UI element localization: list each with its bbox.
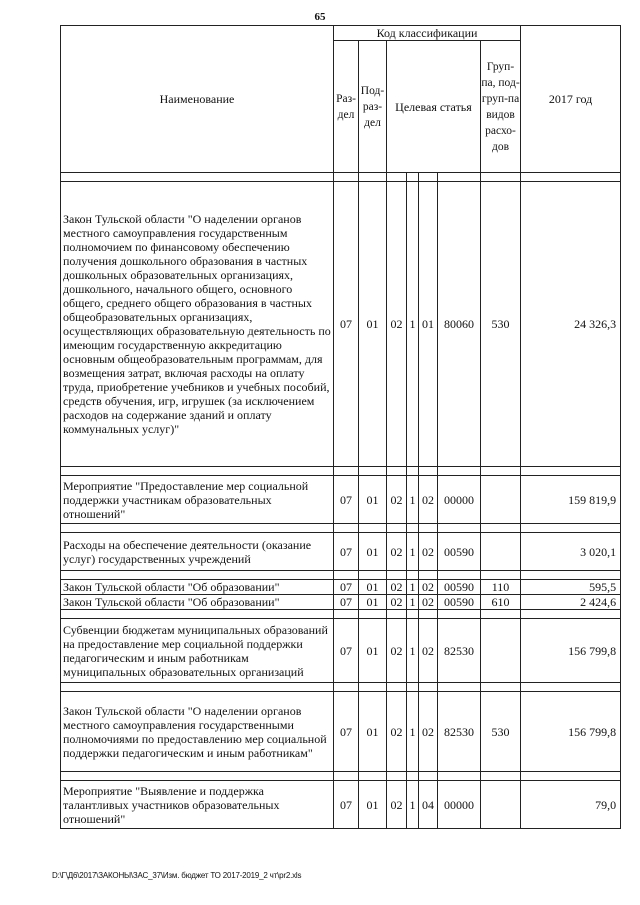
header-subsection: Под-раз-дел — [359, 41, 387, 173]
row-ts2: 1 — [407, 619, 419, 683]
row-name: Закон Тульской области "О наделении органов местного самоуправления государственными полномочиями по предоставлению мер социальной поддержки педагогическим и иным работникам" — [61, 692, 334, 772]
row-podrazdel: 01 — [359, 619, 387, 683]
row-podrazdel: 01 — [359, 781, 387, 829]
table-row — [61, 595, 621, 610]
row-name: Закон Тульской области "Об образовании" — [61, 595, 334, 610]
row-amount: 595,5 — [521, 580, 621, 595]
row-ts1: 02 — [387, 595, 407, 610]
row-amount: 3 020,1 — [521, 533, 621, 571]
row-ts3: 04 — [419, 781, 438, 829]
header-year: 2017 год — [521, 26, 621, 173]
table-row — [61, 533, 621, 571]
row-ts1: 02 — [387, 580, 407, 595]
row-podrazdel: 01 — [359, 580, 387, 595]
row-ts4: 00590 — [438, 533, 481, 571]
row-ts4: 80060 — [438, 182, 481, 467]
row-amount: 156 799,8 — [521, 619, 621, 683]
row-ts3: 02 — [419, 619, 438, 683]
row-ts3: 02 — [419, 533, 438, 571]
row-vid: 610 — [481, 595, 521, 610]
row-amount: 24 326,3 — [521, 182, 621, 467]
row-name: Мероприятие "Предоставление мер социальной поддержки участникам образовательных отношений" — [61, 476, 334, 524]
row-amount: 159 819,9 — [521, 476, 621, 524]
row-ts4: 82530 — [438, 692, 481, 772]
row-podrazdel: 01 — [359, 595, 387, 610]
table-row — [61, 781, 621, 829]
row-ts2: 1 — [407, 182, 419, 467]
budget-table — [60, 25, 621, 829]
row-ts2: 1 — [407, 533, 419, 571]
row-podrazdel: 01 — [359, 182, 387, 467]
row-razdel: 07 — [334, 580, 359, 595]
row-razdel: 07 — [334, 692, 359, 772]
row-ts4: 82530 — [438, 619, 481, 683]
row-name: Расходы на обеспечение деятельности (оказание услуг) государственных учреждений — [61, 533, 334, 571]
row-razdel: 07 — [334, 182, 359, 467]
row-razdel: 07 — [334, 781, 359, 829]
row-ts4: 00590 — [438, 595, 481, 610]
row-ts2: 1 — [407, 781, 419, 829]
footer-file-path: D:\Г\Д6\2017\ЗАКОНЫ\ЗАС_37\Изм. бюджет ТО 2017-2019_2 чт\pr2.xls — [52, 871, 302, 880]
row-name: Мероприятие "Выявление и поддержка талантливых участников образовательных отношений" — [61, 781, 334, 829]
page-number: 65 — [314, 11, 326, 23]
row-ts3: 02 — [419, 595, 438, 610]
row-ts3: 02 — [419, 692, 438, 772]
row-vid: 530 — [481, 692, 521, 772]
row-amount: 156 799,8 — [521, 692, 621, 772]
row-razdel: 07 — [334, 533, 359, 571]
row-razdel: 07 — [334, 595, 359, 610]
row-razdel: 07 — [334, 476, 359, 524]
row-amount: 2 424,6 — [521, 595, 621, 610]
header-name: Наименование — [61, 26, 334, 173]
row-podrazdel: 01 — [359, 692, 387, 772]
row-razdel: 07 — [334, 619, 359, 683]
table-row — [61, 476, 621, 524]
row-ts3: 01 — [419, 182, 438, 467]
row-ts3: 02 — [419, 476, 438, 524]
row-ts1: 02 — [387, 476, 407, 524]
header-expense-group: Груп-па, под-груп-па видов расхо-дов — [481, 41, 521, 173]
row-podrazdel: 01 — [359, 533, 387, 571]
row-vid — [481, 619, 521, 683]
row-amount: 79,0 — [521, 781, 621, 829]
row-vid: 530 — [481, 182, 521, 467]
row-ts1: 02 — [387, 692, 407, 772]
row-ts1: 02 — [387, 182, 407, 467]
row-ts1: 02 — [387, 781, 407, 829]
row-ts4: 00000 — [438, 476, 481, 524]
row-ts3: 02 — [419, 580, 438, 595]
row-ts2: 1 — [407, 580, 419, 595]
table-row — [61, 182, 621, 467]
row-ts1: 02 — [387, 533, 407, 571]
table-row — [61, 580, 621, 595]
header-section: Раз-дел — [334, 41, 359, 173]
row-vid — [481, 533, 521, 571]
table-row — [61, 692, 621, 772]
row-podrazdel: 01 — [359, 476, 387, 524]
row-ts4: 00000 — [438, 781, 481, 829]
row-ts2: 1 — [407, 595, 419, 610]
row-vid: 110 — [481, 580, 521, 595]
row-name: Закон Тульской области "Об образовании" — [61, 580, 334, 595]
row-name: Закон Тульской области "О наделении органов местного самоуправления государственным полномочием по финансовому обеспечению получения дошкольного образования в частных дошкольных образовательных организациях, дошкольного, начального общего, основного общего, среднего общего образования в частных общеобразовательных организациях, осуществляющих образовательную деятельность по имеющим государственную аккредитацию основным общеобразовательным программам, для возмещения затрат, включая расходы на оплату труда, приобретение учебников и учебных пособий, средств обучения, игр, игрушек (за исключением расходов на содержание зданий и оплату коммунальных услуг)" — [61, 182, 334, 467]
header-classification: Код классификации — [334, 26, 521, 41]
row-ts2: 1 — [407, 692, 419, 772]
header-target-article: Целевая статья — [387, 41, 481, 173]
row-ts4: 00590 — [438, 580, 481, 595]
row-name: Субвенции бюджетам муниципальных образований на предоставление мер социальной поддержки педагогическим и иным работникам муниципальных образовательных организаций — [61, 619, 334, 683]
row-ts2: 1 — [407, 476, 419, 524]
row-ts1: 02 — [387, 619, 407, 683]
row-vid — [481, 476, 521, 524]
row-vid — [481, 781, 521, 829]
table-row — [61, 619, 621, 683]
